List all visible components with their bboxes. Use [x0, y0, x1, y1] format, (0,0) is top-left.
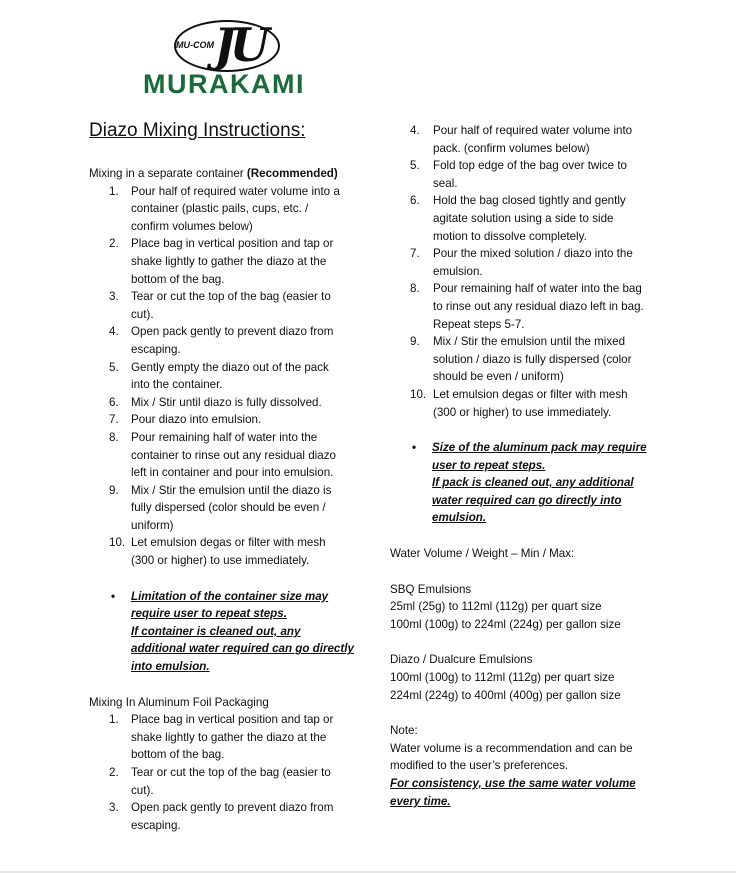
step-number: 1. [109, 713, 119, 727]
murakami-logo [118, 18, 330, 99]
step-number: 10. [109, 536, 126, 550]
step-number: 5. [109, 360, 119, 374]
volume-heading: Water Volume / Weight – Min / Max: [390, 547, 575, 561]
step-text-line: agitate solution using a side to side [433, 211, 614, 225]
bullet-icon: • [111, 589, 116, 603]
step-text-line: container to rinse out any residual diazo [131, 448, 336, 462]
step-text-line: Let emulsion degas or filter with mesh [433, 387, 628, 401]
step-text-line: into the container. [131, 378, 223, 392]
step-text-line: Hold the bag closed tightly and gently [433, 194, 626, 208]
step-text-line: to rinse out any residual diazo left in bag. [433, 299, 644, 313]
sbq-quart: 25ml (25g) to 112ml (112g) per quart size [390, 600, 602, 614]
note-text-line: water required can go directly into [432, 493, 622, 507]
step-item [89, 534, 379, 569]
section1-steps [89, 183, 379, 570]
sbq-label: SBQ Emulsions [390, 582, 472, 596]
step-text-line: emulsion. [433, 264, 483, 278]
note-emphasis-1: For consistency, use the same water volume [390, 777, 636, 790]
step-text-line: Pour diazo into emulsion. [131, 413, 262, 427]
step-text-line: Pour remaining half of water into the bag [433, 282, 642, 296]
note-text-line: If container is cleaned out, any [131, 624, 301, 638]
note-emphasis-2: every time. [390, 794, 451, 808]
step-item [89, 394, 379, 412]
step-item [89, 359, 379, 394]
step-number: 1. [109, 184, 119, 198]
step-text-line: Gently empty the diazo out of the pack [131, 360, 329, 374]
section1-note [89, 588, 379, 676]
logo-wordmark: MURAKAMI [143, 69, 305, 99]
section2-note [390, 439, 690, 527]
page-title: Diazo Mixing Instructions: [89, 120, 306, 141]
step-text-line: Pour half of required water volume into a [131, 184, 340, 198]
section2-heading: Mixing In Aluminum Foil Packaging [89, 695, 269, 709]
step-text-line: container (plastic pails, cups, etc. / [131, 202, 309, 216]
step-number: 7. [410, 247, 420, 261]
step-text-line: bottom of the bag. [131, 748, 225, 762]
note-text-line: into emulsion. [131, 660, 210, 674]
step-number: 10. [410, 387, 427, 401]
step-text-line: shake lightly to gather the diazo at the [131, 730, 327, 744]
note-text-line: user to repeat steps. [432, 458, 546, 472]
step-text-line: Repeat steps 5-7. [433, 317, 525, 331]
step-text-line: solution / diazo is fully dispersed (color [433, 352, 632, 366]
step-item [89, 764, 379, 799]
step-text-line: left in container and pour into emulsion. [131, 466, 334, 480]
bullet-icon: • [412, 441, 417, 455]
step-text-line: confirm volumes below) [131, 219, 253, 233]
step-text-line: should be even / uniform) [433, 370, 564, 384]
step-item [89, 323, 379, 358]
section1-heading: Mixing in a separate container (Recommended) [89, 167, 338, 180]
step-text-line: Let emulsion degas or filter with mesh [131, 536, 326, 550]
step-text-line: Mix / Stir the emulsion until the mixed [433, 335, 626, 349]
note-text-line: emulsion. [432, 511, 487, 525]
step-number: 3. [109, 290, 119, 304]
step-text-line: bottom of the bag. [131, 272, 225, 286]
step-item [390, 122, 690, 157]
step-text-line: shake lightly to gather the diazo at the [131, 254, 327, 268]
step-text-line: Pour the mixed solution / diazo into the [433, 247, 633, 261]
step-text-line: escaping. [131, 818, 181, 832]
step-number: 8. [410, 282, 420, 296]
step-text-line: Open pack gently to prevent diazo from [131, 325, 334, 339]
left-column [89, 165, 379, 834]
step-item [89, 288, 379, 323]
step-item [390, 280, 690, 333]
step-number: 4. [109, 325, 119, 339]
step-number: 3. [109, 801, 119, 815]
step-text-line: uniform) [131, 518, 174, 532]
step-text-line: Place bag in vertical position and tap or [131, 237, 334, 251]
step-item [390, 386, 690, 421]
step-item [390, 157, 690, 192]
step-item [89, 711, 379, 764]
step-text-line: Mix / Stir the emulsion until the diazo is [131, 483, 332, 497]
step-text-line: escaping. [131, 342, 181, 356]
step-number: 2. [109, 766, 119, 779]
step-number: 9. [410, 335, 420, 349]
note-line-2: modified to the user’s preferences. [390, 759, 569, 773]
note-text-line: Limitation of the container size may [131, 589, 329, 603]
step-item [390, 192, 690, 245]
step-number: 6. [109, 395, 119, 409]
step-number: 4. [410, 124, 420, 137]
logo-small-text: MU-COM [176, 40, 214, 50]
step-number: 8. [109, 430, 119, 444]
note-label: Note: [390, 724, 418, 738]
step-text-line: Pour half of required water volume into [433, 124, 633, 137]
step-item [89, 183, 379, 236]
step-text-line: pack. (confirm volumes below) [433, 141, 590, 155]
step-text-line: Pour remaining half of water into the [131, 430, 318, 444]
step-number: 9. [109, 483, 119, 497]
step-item [89, 429, 379, 482]
section2-steps-left [89, 711, 379, 834]
step-number: 7. [109, 413, 119, 427]
step-item [89, 799, 379, 834]
step-text-line: cut). [131, 307, 154, 321]
step-number: 6. [410, 194, 420, 208]
note-text-line: additional water required can go directly [131, 642, 354, 656]
sbq-gallon: 100ml (100g) to 224ml (224g) per gallon size [390, 617, 621, 631]
step-text-line: motion to dissolve completely. [433, 229, 587, 243]
step-item [89, 482, 379, 535]
section2-steps-right [390, 122, 690, 421]
note-text-line: require user to repeat steps. [131, 607, 287, 621]
step-number: 2. [109, 237, 119, 251]
step-text-line: Tear or cut the top of the bag (easier to [131, 290, 331, 304]
step-text-line: Place bag in vertical position and tap or [131, 713, 334, 727]
step-item [390, 333, 690, 386]
step-item [89, 411, 379, 429]
step-item [390, 245, 690, 280]
step-text-line: (300 or higher) to use immediately. [131, 554, 310, 568]
logo-mark: JU [214, 18, 264, 72]
step-text-line: cut). [131, 783, 154, 797]
step-item [89, 235, 379, 288]
note-text-line: If pack is cleaned out, any additional [432, 476, 634, 490]
diazo-gallon: 224ml (224g) to 400ml (400g) per gallon size [390, 688, 621, 702]
diazo-quart: 100ml (100g) to 112ml (112g) per quart size [390, 671, 615, 685]
step-number: 5. [410, 159, 420, 173]
note-line-1: Water volume is a recommendation and can be [390, 741, 633, 755]
step-text-line: Tear or cut the top of the bag (easier to [131, 766, 331, 779]
note-text-line: Size of the aluminum pack may require [432, 441, 647, 455]
step-text-line: (300 or higher) to use immediately. [433, 405, 612, 419]
step-text-line: seal. [433, 176, 458, 190]
step-text-line: Open pack gently to prevent diazo from [131, 801, 334, 815]
step-text-line: Mix / Stir until diazo is fully dissolved. [131, 395, 322, 409]
right-column [390, 122, 690, 810]
diazo-label: Diazo / Dualcure Emulsions [390, 653, 533, 667]
step-text-line: fully dispersed (color should be even / [131, 501, 326, 515]
step-text-line: Fold top edge of the bag over twice to [433, 159, 627, 173]
